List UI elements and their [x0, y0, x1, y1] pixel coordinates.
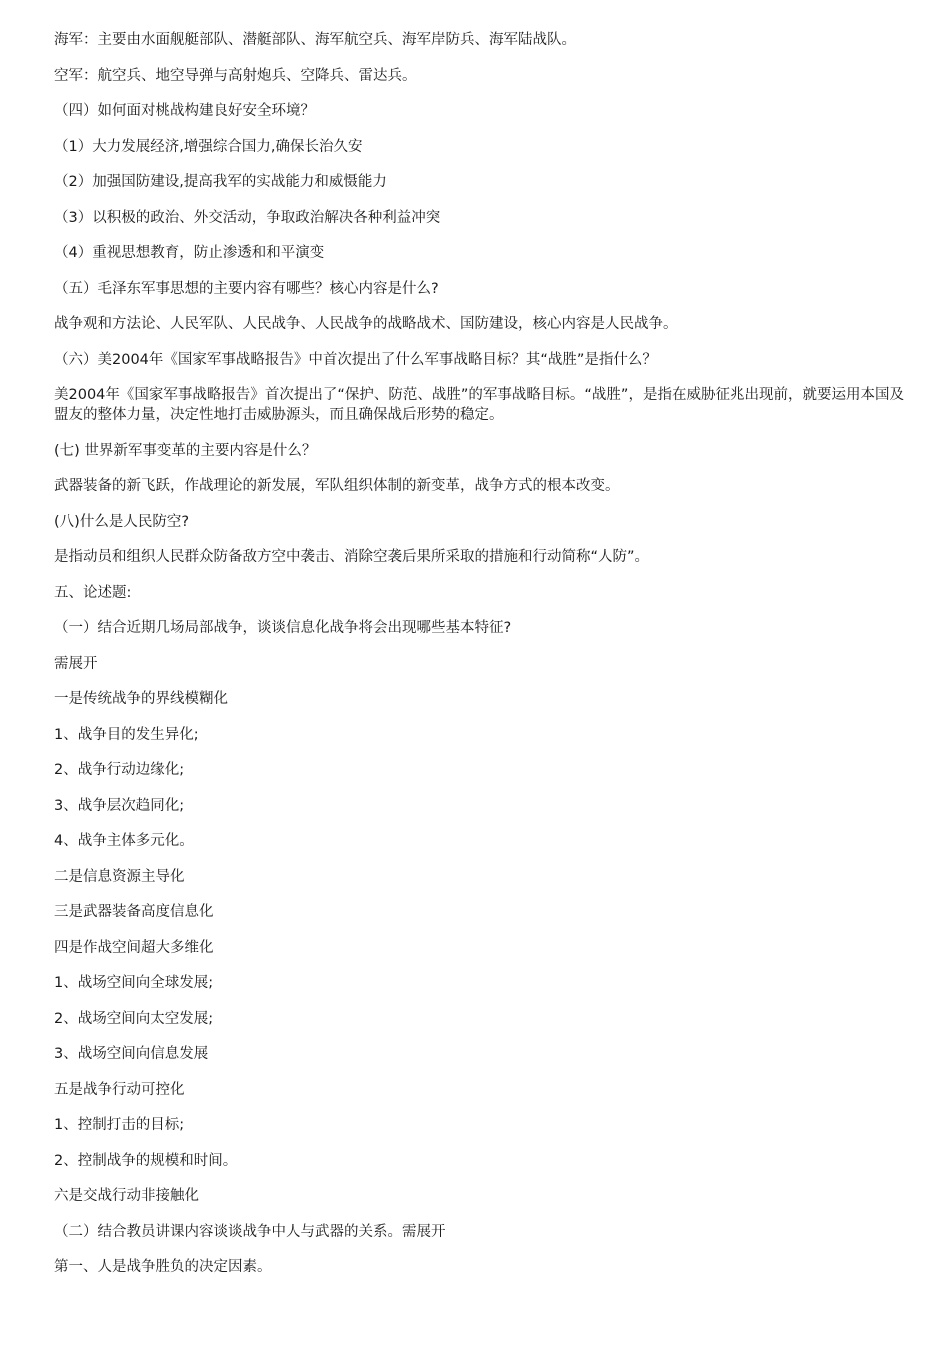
answer-6: 美2004年《国家军事战略报告》首次提出了“保护、防范、战胜”的军事战略目标。“战胜”，是指在威胁征兆出现前，就要运用本国及盟友的整体力量，决定性地打击威胁源头，而且确保战后形势的稳定。 — [54, 387, 904, 423]
feature-4-item-1: 1、战场空间向全球发展; — [54, 975, 214, 991]
essay-1-note: 需展开 — [54, 655, 98, 672]
feature-5: 五是战争行动可控化 — [54, 1081, 185, 1098]
essay-1-heading: （一）结合近期几场局部战争，谈谈信息化战争将会出现哪些基本特征? — [54, 620, 512, 636]
feature-1-item-2: 2、战争行动边缘化; — [54, 762, 185, 778]
essay-2-heading: （二）结合教员讲课内容谈谈战争中人与武器的关系。需展开 — [54, 1223, 446, 1240]
answer-5: 战争观和方法论、人民军队、人民战争、人民战争的战略战术、国防建设，核心内容是人民战争。 — [54, 316, 678, 332]
question-7-heading: (七) 世界新军事变革的主要内容是什么？ — [54, 442, 317, 459]
feature-4-item-3: 3、战场空间向信息发展 — [54, 1046, 209, 1062]
feature-6: 六是交战行动非接触化 — [54, 1188, 199, 1204]
question-4-heading: （四）如何面对桃战构建良好安全环境？ — [54, 103, 315, 119]
essay-2-point-1: 第一、人是战争胜负的决定因素。 — [54, 1259, 272, 1275]
answer-8: 是指动员和组织人民群众防备敌方空中袭击、消除空袭后果所采取的措施和行动简称“人防”。 — [54, 549, 650, 565]
question-6-heading: （六）美2004年《国家军事战略报告》中首次提出了什么军事战略目标？其“战胜”是指什么？ — [54, 351, 657, 368]
feature-5-item-2: 2、控制战争的规模和时间。 — [54, 1152, 238, 1169]
feature-5-item-1: 1、控制打击的目标; — [54, 1117, 185, 1133]
document-body — [54, 30, 904, 1293]
feature-4-item-2: 2、战场空间向太空发展; — [54, 1010, 214, 1027]
answer-4-item-4: （4）重视思想教育，防止渗透和和平演变 — [54, 245, 325, 261]
answer-7: 武器装备的新飞跃，作战理论的新发展，军队组织体制的新变革，战争方式的根本改变。 — [54, 478, 620, 494]
question-5-heading: （五）毛泽东军事思想的主要内容有哪些？核心内容是什么? — [54, 280, 439, 297]
feature-1: 一是传统战争的界线模糊化 — [54, 691, 228, 707]
answer-4-item-1: （1）大力发展经济,增强综合国力,确保长治久安 — [54, 138, 363, 155]
feature-1-item-1: 1、战争目的发生异化; — [54, 726, 199, 743]
feature-1-item-3: 3、战争层次趋同化; — [54, 797, 185, 814]
feature-1-item-4: 4、战争主体多元化。 — [54, 833, 194, 849]
section-5-heading: 五、论述题: — [54, 584, 132, 601]
air-force-composition: 空军：航空兵、地空导弹与高射炮兵、空降兵、雷达兵。 — [54, 67, 417, 84]
navy-composition: 海军：主要由水面舰艇部队、潜艇部队、海军航空兵、海军岸防兵、海军陆战队。 — [54, 32, 576, 48]
answer-4-item-3: （3）以积极的政治、外交活动，争取政治解决各种利益冲突 — [54, 209, 441, 226]
answer-4-item-2: （2）加强国防建设,提高我军的实战能力和威慑能力 — [54, 174, 387, 190]
feature-3: 三是武器装备高度信息化 — [54, 904, 214, 920]
question-8-heading: (八)什么是人民防空? — [54, 513, 190, 530]
feature-2: 二是信息资源主导化 — [54, 868, 185, 885]
feature-4: 四是作战空间超大多维化 — [54, 939, 214, 956]
